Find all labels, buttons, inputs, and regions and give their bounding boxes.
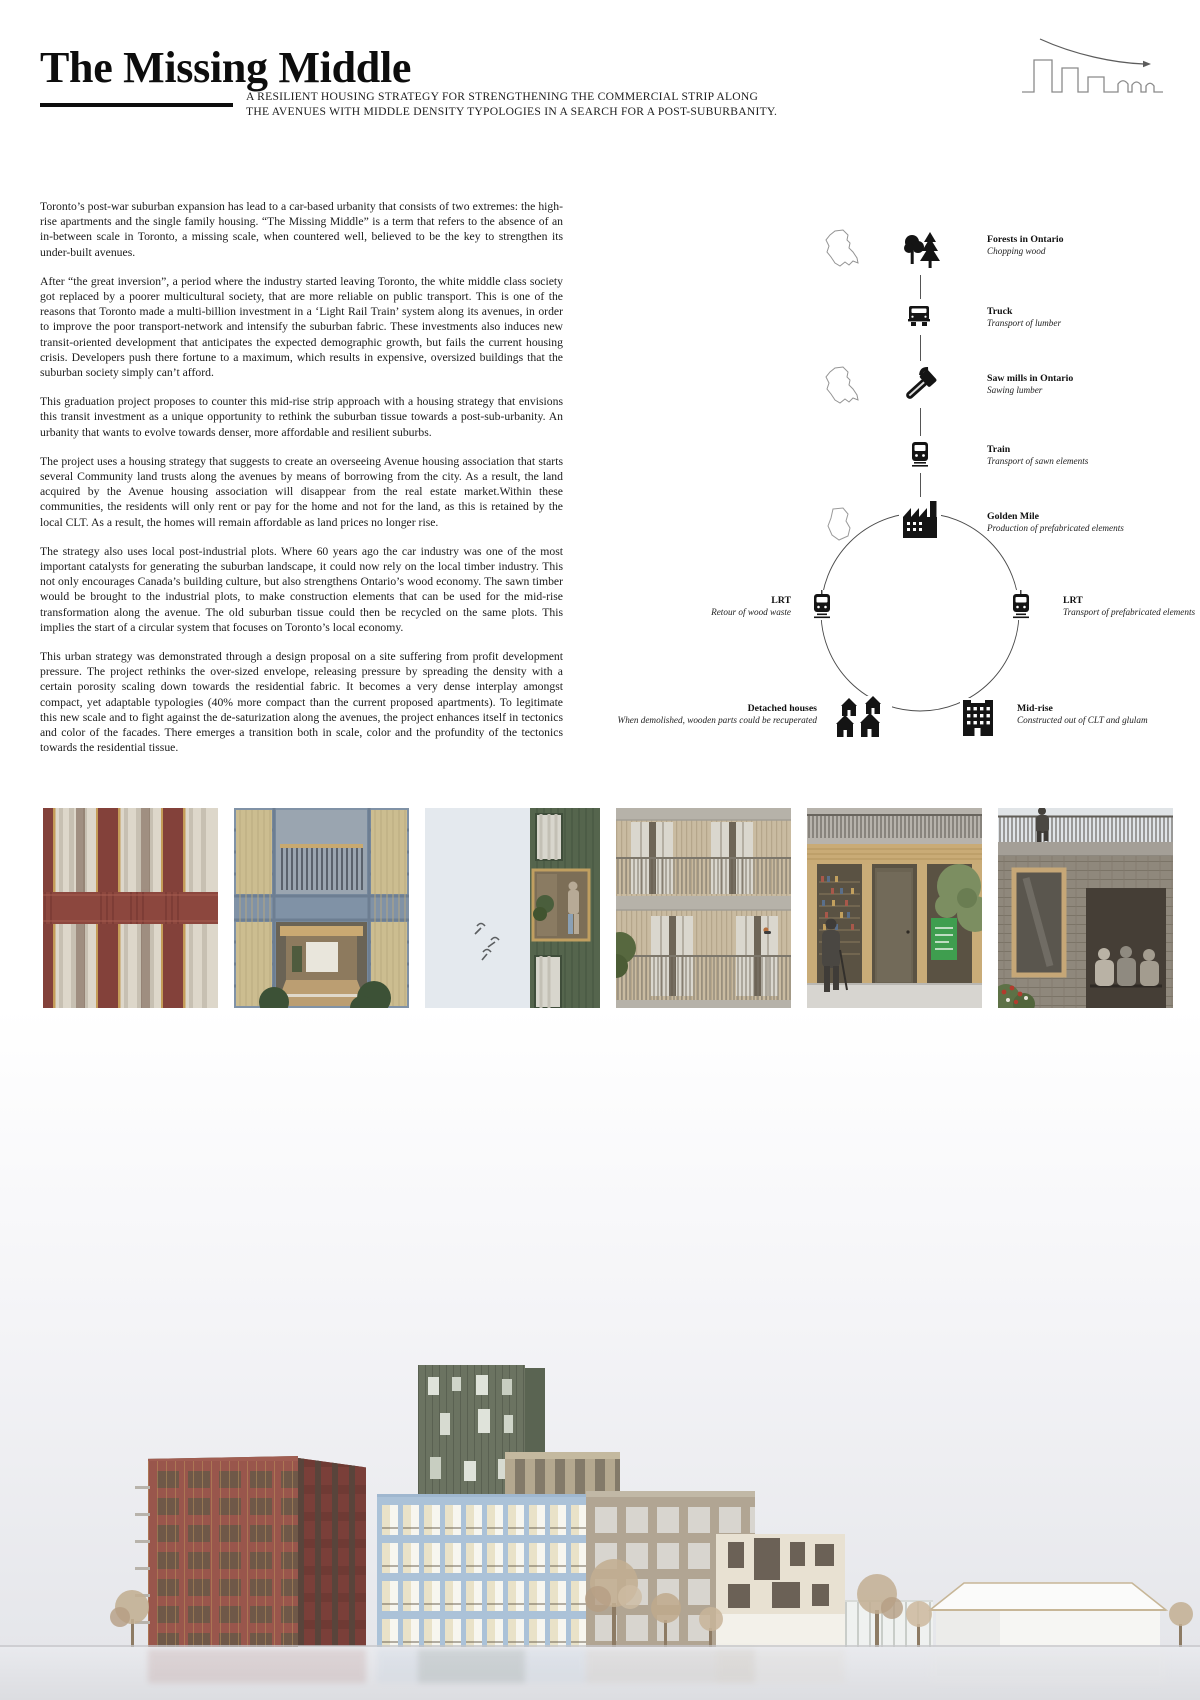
subtitle [246,90,777,119]
title-underline [40,103,233,107]
diagram-label-lrt-right [1063,595,1200,618]
diagram-label: Truck [987,306,1013,317]
essay-paragraph: This urban strategy was demonstrated through a design proposal on a site suffering from profit development pressure. The project rethinks the over-sized envelope, releasing pressure by spreading the density with a certain porosity scaling down towards the residential fabric. It becomes a very dense interplay amongst compact, yet adaptable typologies (40% more compact than the current proposed apartments). To legitimate this new scale and to fight against the de-saturization along the avenues, the project enhances itself in tectonics and color of the facades. There emerges a transition both in scale, color and the profundity of the tectonics towards the residential tissue. [40,650,563,755]
diagram-label-midrise [1017,703,1200,726]
model-balcony-slab [135,1486,150,1489]
diagram-sublabel: Chopping wood [987,245,1046,256]
model-tree [640,1586,694,1650]
connector-line [920,335,921,361]
subtitle-line-1: A RESILIENT HOUSING STRATEGY FOR STRENGTHENING THE COMMERCIAL STRIP ALONG [246,90,759,103]
essay-paragraph: After “the great inversion”, a period where the industry started leaving Toronto, the white middle class society got replaced by a poorer multicultural society, that are more reliable on public transport. This is one of the reasons that Toronto made a multi-billion investment in a ‘Light Rail Train’ system along its avenues, in order to improve the poor transport-network and intensify the suburban fabric. These investments also induces new transit-oriented development that anticipates the expected demographic growth, but fails the current housing crisis. Developers push there fortune to a maximum, which results in expensive, oversized buildings that the suburban society simply can’t afford. [40,274,563,380]
connector-line [920,408,921,436]
diagram-sublabel: Constructed out of CLT and glulam [1017,714,1148,725]
model-white-brick-house [716,1534,845,1648]
diagram-label-lrt-left [591,595,791,618]
diagram-label: LRT [771,595,791,606]
model-tree [896,1596,944,1650]
diagram-label: Forests in Ontario [987,234,1064,245]
essay-paragraph: The strategy also uses local post-industrial plots. Where 60 years ago the car industry was one of the most important catalysts for generating the suburban landscape, it could now rely on the local timber industry. This not only encourages Canada’s building culture, but also strengthens Ontario’s wood economy. The sawn timber would be brought to the industrial plots, to make construction elements that can be used for the mid-rise transformation along the avenue. The old suburban tissue could then be recycled on the same plots. This implies the start of a circular system that focuses on Toronto’s local economy. [40,544,563,634]
model-white-shed [928,1580,1168,1650]
reflection [930,1649,1166,1683]
diagram-label-goldenmile [987,511,1187,534]
subtitle-line-2: THE AVENUES WITH MIDDLE DENSITY TYPOLOGIES IN A SEARCH FOR A POST-SUBURBANITY. [246,104,778,118]
diagram-sublabel: Transport of lumber [987,317,1062,328]
render-red-brick-facade [43,808,218,1008]
diagram-sublabel: When demolished, wooden parts could be recuperated [617,714,817,725]
timber-supply-chain-diagram [600,195,1200,755]
render-timber-slat-balconies [616,808,791,1008]
diagram-sublabel: Retour of wood waste [711,606,791,617]
render-gallery [0,808,1200,1008]
model-red-brick-block-side [298,1458,366,1646]
connector-line [920,473,921,497]
essay-paragraph: The project uses a housing strategy that suggests to create an overseeing Avenue housing association that starts several Community land trusts along the avenues by means of borrowing from the city. As a result, the land acquired by the Avenue housing association will disappear from the real estate market.Within these communities, the residents will only rent or pay for the home and not for the land, as this is retained by the local CLT. As a result, the homes will remain affordable as land prices no longer rise. [40,454,563,529]
site-model-photo [0,1008,1200,1700]
diagram-label: Saw mills in Ontario [987,373,1074,384]
model-tree [104,1583,164,1649]
trees-icon [902,230,940,270]
tram-icon [1009,590,1033,620]
houses-icon [836,696,892,738]
chainsaw-icon [901,366,939,404]
essay-paragraph: Toronto’s post-war suburban expansion has lead to a car-based urbanity that consists of two extremes: the high-rise apartments and the single family housing. “The Missing Middle” is a term that refers to the absence of an in-between scale in Toronto, a missing scale, when countered well, believed to be the key to strengthen its under-built avenues. [40,200,563,259]
model-balcony-slab [135,1540,150,1543]
model-tree [690,1604,734,1650]
diagram-label-detached [587,703,817,726]
page-title: The Missing Middle [40,43,412,92]
essay-paragraph: This graduation project proposes to counter this mid-rise strip approach with a housing strategy that envisions this transit investment as a unique opportunity to rethink the suburban tissue towards a post-sub-urbanity. An urbanity that wants to evolve towards denser, more affordable and resilient suburbs. [40,395,563,439]
diagram-sublabel: Sawing lumber [987,384,1043,395]
diagram-label-forests [987,234,1187,257]
diagram-label: LRT [1063,595,1083,606]
diagram-label: Train [987,444,1011,455]
reflection [716,1649,845,1683]
diagram-label-truck [987,306,1187,329]
reflection [418,1649,525,1683]
truck-icon [905,304,933,328]
model-balcony-slab [135,1513,150,1516]
reflection [148,1649,366,1683]
bench-people-silhouettes [1090,946,1162,986]
tram-icon [810,590,834,620]
train-icon [909,441,931,468]
render-shingle-facade-bench [998,808,1173,1008]
model-red-brick-block [148,1456,298,1651]
toronto-outline-icon [824,506,854,542]
midrise-building-icon [960,698,996,736]
diagram-label: Golden Mile [987,511,1039,522]
model-balcony-slab [135,1567,150,1570]
factory-icon [899,500,941,540]
render-bookstore-storefront [807,808,982,1008]
diagram-label: Mid-rise [1017,703,1053,714]
diagram-label: Detached houses [747,703,817,714]
ontario-outline-icon [822,365,860,405]
ontario-outline-icon [822,228,860,268]
diagram-sublabel: Transport of prefabricated elements [1063,606,1196,617]
diagram-label-train [987,444,1187,467]
diagram-label-sawmills [987,373,1187,396]
connector-line [920,275,921,299]
diagram-sublabel: Transport of sawn elements [987,455,1089,466]
render-wood-shutter-facade [234,808,409,1008]
model-blue-grid-block [377,1494,586,1651]
declining-skyline-icon [1020,35,1165,97]
diagram-sublabel: Production of prefabricated elements [987,522,1124,533]
essay-column [40,199,563,770]
model-tree [1162,1598,1200,1650]
render-green-clad-tower [425,808,600,1008]
